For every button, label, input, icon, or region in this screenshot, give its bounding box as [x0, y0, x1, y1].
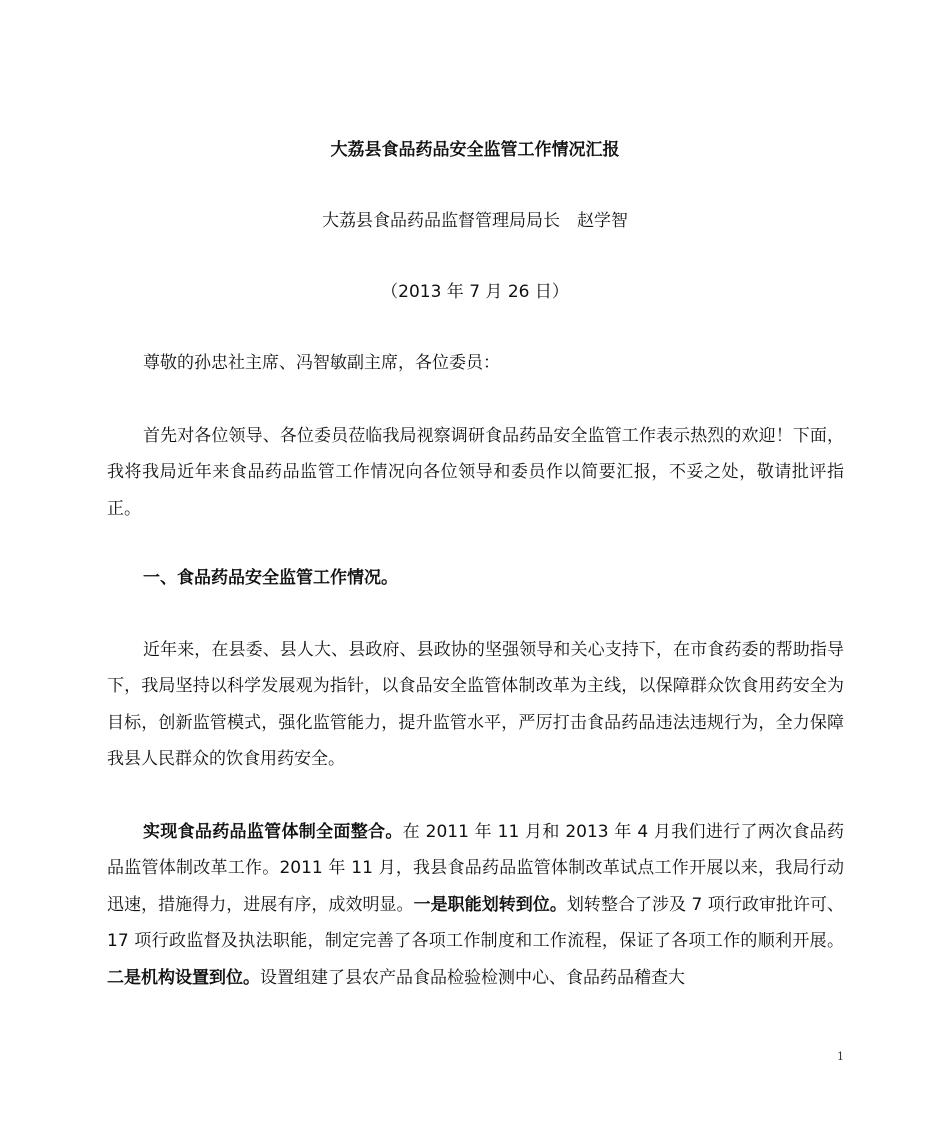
reform-text-1: 在 2011 年 11 月和 2013 年 4 月我们进行了两次食品药品监管体制改革工作。2011 年 11 月，我县食品药品监管体制改革试点工作开展以来，我局行动迅速，措施得力，进展有序，成效明显。 — [107, 822, 844, 915]
section-heading: 一、食品药品安全监管工作情况。 — [143, 568, 398, 588]
intro-paragraph: 首先对各位领导、各位委员莅临我局视察调研食品药品安全监管工作表示热烈的欢迎！下面，我将我局近年来食品药品监管工作情况向各位领导和委员作以简要汇报，不妥之处，敬请批评指正。 — [107, 426, 844, 519]
reform-point-1: 一是职能划转到位。 — [413, 894, 567, 915]
document-date: （2013 年 7 月 26 日） — [381, 282, 569, 302]
reform-lead: 实现食品药品监管体制全面整合。 — [143, 822, 403, 842]
salutation: 尊敬的孙忠社主席、冯智敏副主席，各位委员： — [143, 353, 500, 373]
document-title: 大荔县食品药品安全监管工作情况汇报 — [330, 140, 620, 160]
reform-text-2: 划转整合了涉及 7 项行政审批许可、17 项行政监督及执法职能，制定完善了各项工作制度和工作流程，保证了各项工作的顺利开展。 — [107, 894, 845, 952]
page-number: 1 — [837, 1050, 844, 1063]
reform-point-2: 二是机构设置到位。 — [107, 967, 260, 988]
reform-paragraph — [107, 814, 844, 996]
reform-text-3: 设置组建了县农产品食品检验检测中心、食品药品稽查大 — [260, 967, 685, 988]
overview-paragraph: 近年来，在县委、县人大、县政府、县政协的坚强领导和关心支持下，在市食药委的帮助指导下，我局坚持以科学发展观为指针，以食品安全监管体制改革为主线，以保障群众饮食用药安全为目标，创新监管模式，强化监管能力，提升监管水平，严厉打击食品药品违法违规行为，全力保障我县人民群众的饮食用药安全。 — [107, 640, 844, 770]
document-author: 大荔县食品药品监督管理局局长 赵学智 — [322, 211, 628, 231]
